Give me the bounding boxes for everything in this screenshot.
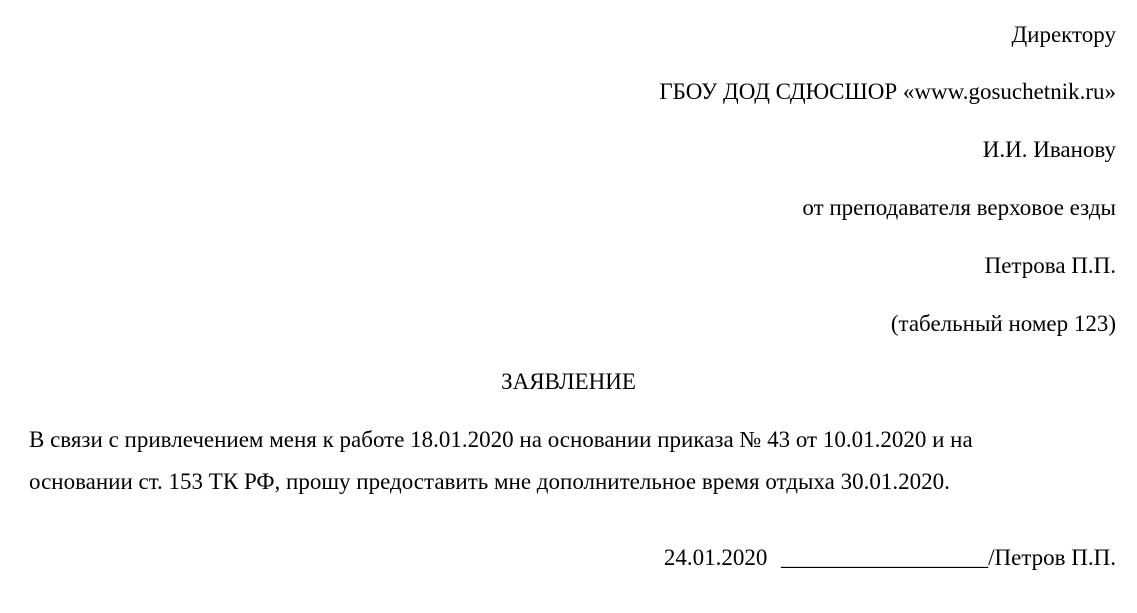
organization-name: ГБОУ ДОД СДЮСШОР «www.gosuchetnik.ru» xyxy=(659,79,1116,104)
recipient-name: И.И. Иванову xyxy=(982,137,1116,162)
personnel-number: (табельный номер 123) xyxy=(890,311,1116,336)
from-line: от преподавателя верховое езды xyxy=(802,195,1116,220)
document-title: ЗАЯВЛЕНИЕ xyxy=(501,369,636,394)
signature-block xyxy=(664,546,1116,569)
signature-line: __________________/Петров П.П. xyxy=(781,545,1116,570)
signature-date: 24.01.2020 xyxy=(663,545,768,570)
body-line-2: основании ст. 153 ТК РФ, прошу предоставить мне дополнительное время отдыха 30.01.2020. xyxy=(29,469,950,494)
recipient-title: Директору xyxy=(1011,22,1116,47)
body-line-1: В связи с привлечением меня к работе 18.01.2020 на основании приказа № 43 от 10.01.2020 и на xyxy=(29,427,973,452)
sender-name: Петрова П.П. xyxy=(984,253,1116,278)
